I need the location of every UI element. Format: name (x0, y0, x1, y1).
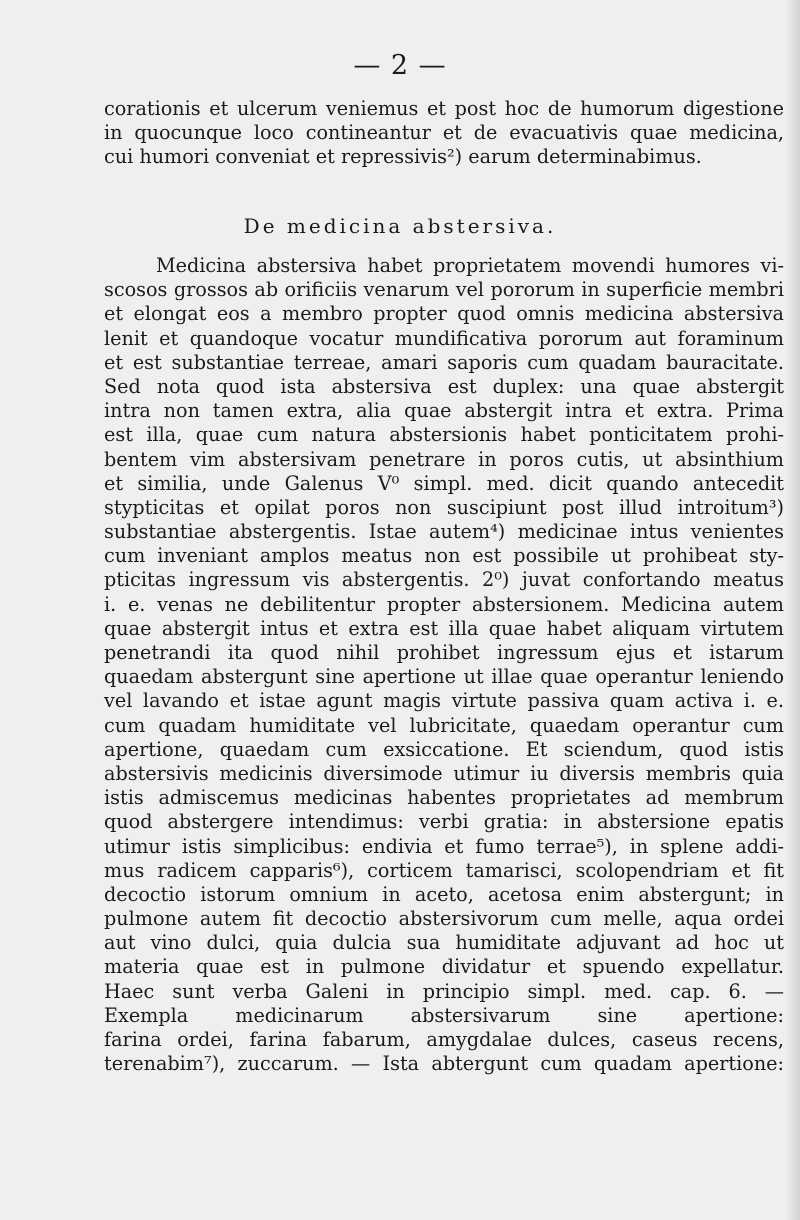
text-line: cui humori conveniat et repressivis²) earum determinabimus. (104, 145, 702, 169)
text-line: mus radicem capparis⁶), corticem tamarisci, scolopendriam et fit (104, 858, 784, 882)
text-line: corationis et ulcerum veniemus et post hoc de humorum digestione (104, 97, 784, 120)
text-line: cum inveniant amplos meatus non est possibile ut prohibeat sty- (104, 544, 784, 568)
text-line: abstersivis medicinis diversimode utimur iu diversis membris quia (104, 761, 784, 785)
text-line: quod abstergere intendimus: verbi gratia: in abstersione epatis (104, 810, 784, 834)
text-line: pulmone autem fit decoctio abstersivorum cum melle, aqua ordei (104, 907, 784, 931)
text-line: pticitas ingressum vis abstergentis. 2⁰) juvat confortando meatus (104, 568, 784, 592)
text-line: stypticitas et opilat poros non suscipiunt post illud introitum³) (104, 495, 784, 519)
text-line: utimur istis simplicibus: endivia et fumo terrae⁵), in splene addi- (104, 834, 784, 858)
text-line: vel lavando et istae agunt magis virtute passiva quam activa i. e. (104, 689, 784, 713)
text-line: farina ordei, farina fabarum, amygdalae dulces, caseus recens, (104, 1028, 784, 1051)
text-line: materia quae est in pulmone dividatur et spuendo expellatur. (104, 955, 784, 979)
text-line: est illa, quae cum natura abstersionis habet ponticitatem prohi- (104, 423, 784, 447)
text-line: et elongat eos a membro propter quod omnis medicina abstersiva (104, 302, 784, 326)
text-line: i. e. venas ne debilitentur propter abstersionem. Medicina autem (104, 592, 784, 616)
text-line: cum quadam humiditate vel lubricitate, quaedam operantur cum (104, 713, 784, 737)
text-line: scosos grossos ab orificiis venarum vel pororum in superficie membri (104, 278, 784, 302)
body-paragraph (104, 254, 784, 1076)
text-line: decoctio istorum omnium in aceto, acetosa enim abstergunt; in (104, 882, 784, 906)
page-number: — 2 — (353, 50, 447, 81)
text-line: bentem vim abstersivam penetrare in poros cutis, ut absinthium (104, 447, 784, 471)
text-line: quae abstergit intus et extra est illa quae habet aliquam virtutem (104, 616, 784, 640)
text-line: in quocunque loco contineantur et de evacuativis quae medicina, (104, 121, 784, 145)
text-line: istis admiscemus medicinas habentes proprietates ad membrum (104, 786, 784, 810)
section-heading: De medicina abstersiva. (243, 214, 557, 238)
text-line: Sed nota quod ista abstersiva est duplex: una quae abstergit (104, 374, 784, 398)
text-line: substantiae abstergentis. Istae autem⁴) medicinae intus venientes (104, 520, 784, 544)
text-line: lenit et quandoque vocatur mundificativa pororum aut foraminum (104, 326, 784, 350)
text-line: Exempla medicinarum abstersivarum sine apertione: (104, 1003, 784, 1027)
text-line: penetrandi ita quod nihil prohibet ingressum ejus et istarum (104, 641, 784, 664)
text-line: apertione, quaedam cum exsiccatione. Et sciendum, quod istis (104, 737, 784, 761)
intro-paragraph (104, 97, 784, 170)
text-line: et est substantiae terreae, amari saporis cum quadam bauracitate. (104, 350, 784, 374)
page-edge-shadow (786, 0, 800, 1220)
text-line: aut vino dulci, quia dulcia sua humiditate adjuvant ad hoc ut (104, 931, 784, 955)
text-line: Medicina abstersiva habet proprietatem movendi humores vi- (156, 254, 784, 277)
text-line: terenabim⁷), zuccarum. — Ista abtergunt cum quadam apertione: (104, 1052, 784, 1076)
text-line: intra non tamen extra, alia quae abstergit intra et extra. Prima (104, 399, 784, 423)
text-line: quaedam abstergunt sine apertione ut illae quae operantur leniendo (104, 665, 784, 689)
text-line: Haec sunt verba Galeni in principio simpl. med. cap. 6. — (104, 979, 784, 1003)
text-line: et similia, unde Galenus V⁰ simpl. med. dicit quando antecedit (104, 471, 784, 495)
